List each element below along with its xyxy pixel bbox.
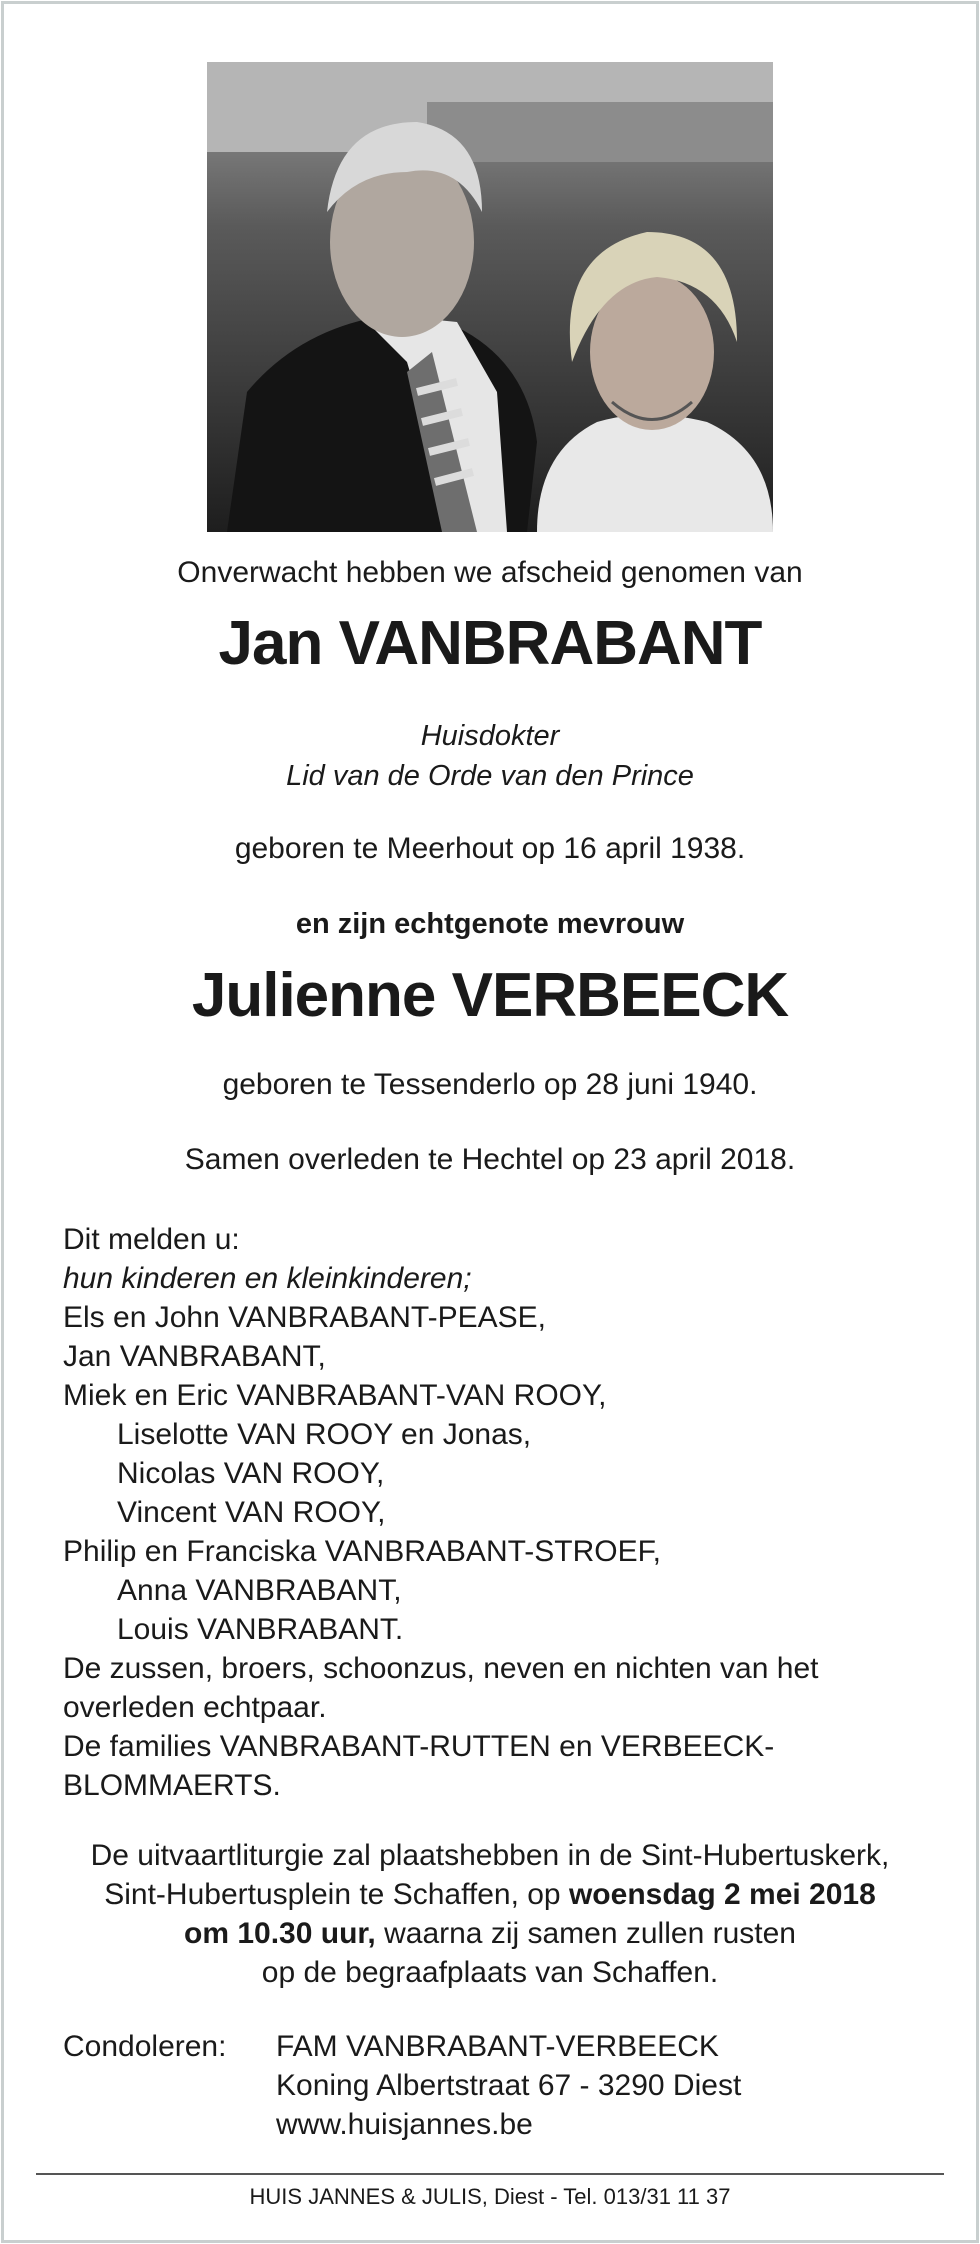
condolences-address <box>276 2027 741 2144</box>
funeral-line <box>50 1914 930 1953</box>
roles <box>0 716 980 796</box>
footer-funeral-home: HUIS JANNES & JULIS, Diest - Tel. 013/31 11 37 <box>249 2184 731 2209</box>
funeral-info <box>50 1836 930 1992</box>
funeral-location: Sint-Hubertusplein te Schaffen, op <box>104 1878 569 1911</box>
family-line: Philip en Franciska VANBRABANT-STROEF, <box>63 1535 661 1568</box>
intro-text: Onverwacht hebben we afscheid genomen van <box>177 556 803 589</box>
family-line: Nicolas VAN ROOY, <box>117 1457 385 1490</box>
funeral-line: De uitvaartliturgie zal plaatshebben in de Sint-Hubertuskerk, <box>90 1839 890 1872</box>
portrait-photo <box>207 62 773 532</box>
birth-info-2: geboren te Tessenderlo op 28 juni 1940. <box>222 1068 758 1101</box>
family-line: Liselotte VAN ROOY en Jonas, <box>117 1418 532 1451</box>
family-line: Els en John VANBRABANT-PEASE, <box>63 1301 546 1334</box>
funeral-line: op de begraafplaats van Schaffen. <box>261 1956 719 1989</box>
portrait-photo-icon <box>207 62 773 532</box>
role-line: Lid van de Orde van den Prince <box>286 760 694 792</box>
funeral-date: woensdag 2 mei 2018 <box>568 1878 876 1911</box>
condolences-website[interactable]: www.huisjannes.be <box>276 2108 533 2141</box>
family-list <box>63 1220 923 1805</box>
family-line: Vincent VAN ROOY, <box>117 1496 386 1529</box>
condolences-label: Condoleren: <box>63 2030 227 2063</box>
deceased-name-1: Jan VANBRABANT <box>218 609 762 678</box>
funeral-line <box>50 1875 930 1914</box>
family-heading: Dit melden u: <box>63 1223 240 1256</box>
funeral-rest: waarna zij samen zullen rusten <box>375 1917 796 1950</box>
condolences-line: Koning Albertstraat 67 - 3290 Diest <box>276 2069 742 2102</box>
funeral-time: om 10.30 uur, <box>184 1917 376 1950</box>
family-line: Louis VANBRABANT. <box>117 1613 404 1646</box>
family-subheading: hun kinderen en kleinkinderen; <box>63 1262 472 1295</box>
family-line: Jan VANBRABANT, <box>63 1340 326 1373</box>
family-line: Anna VANBRABANT, <box>117 1574 402 1607</box>
spouse-intro: en zijn echtgenote mevrouw <box>295 908 685 940</box>
footer-divider <box>36 2173 944 2175</box>
condolences-line: FAM VANBRABANT-VERBEECK <box>276 2030 719 2063</box>
family-line: De families VANBRABANT-RUTTEN en VERBEECK-BLOMMAERTS. <box>63 1730 775 1802</box>
birth-info-1: geboren te Meerhout op 16 april 1938. <box>234 832 746 865</box>
role-line: Huisdokter <box>420 720 560 752</box>
family-line: De zussen, broers, schoonzus, neven en nichten van het overleden echtpaar. <box>63 1652 819 1724</box>
death-info: Samen overleden te Hechtel op 23 april 2018. <box>184 1143 796 1176</box>
family-line: Miek en Eric VANBRABANT-VAN ROOY, <box>63 1379 607 1412</box>
deceased-name-2: Julienne VERBEECK <box>191 961 789 1030</box>
